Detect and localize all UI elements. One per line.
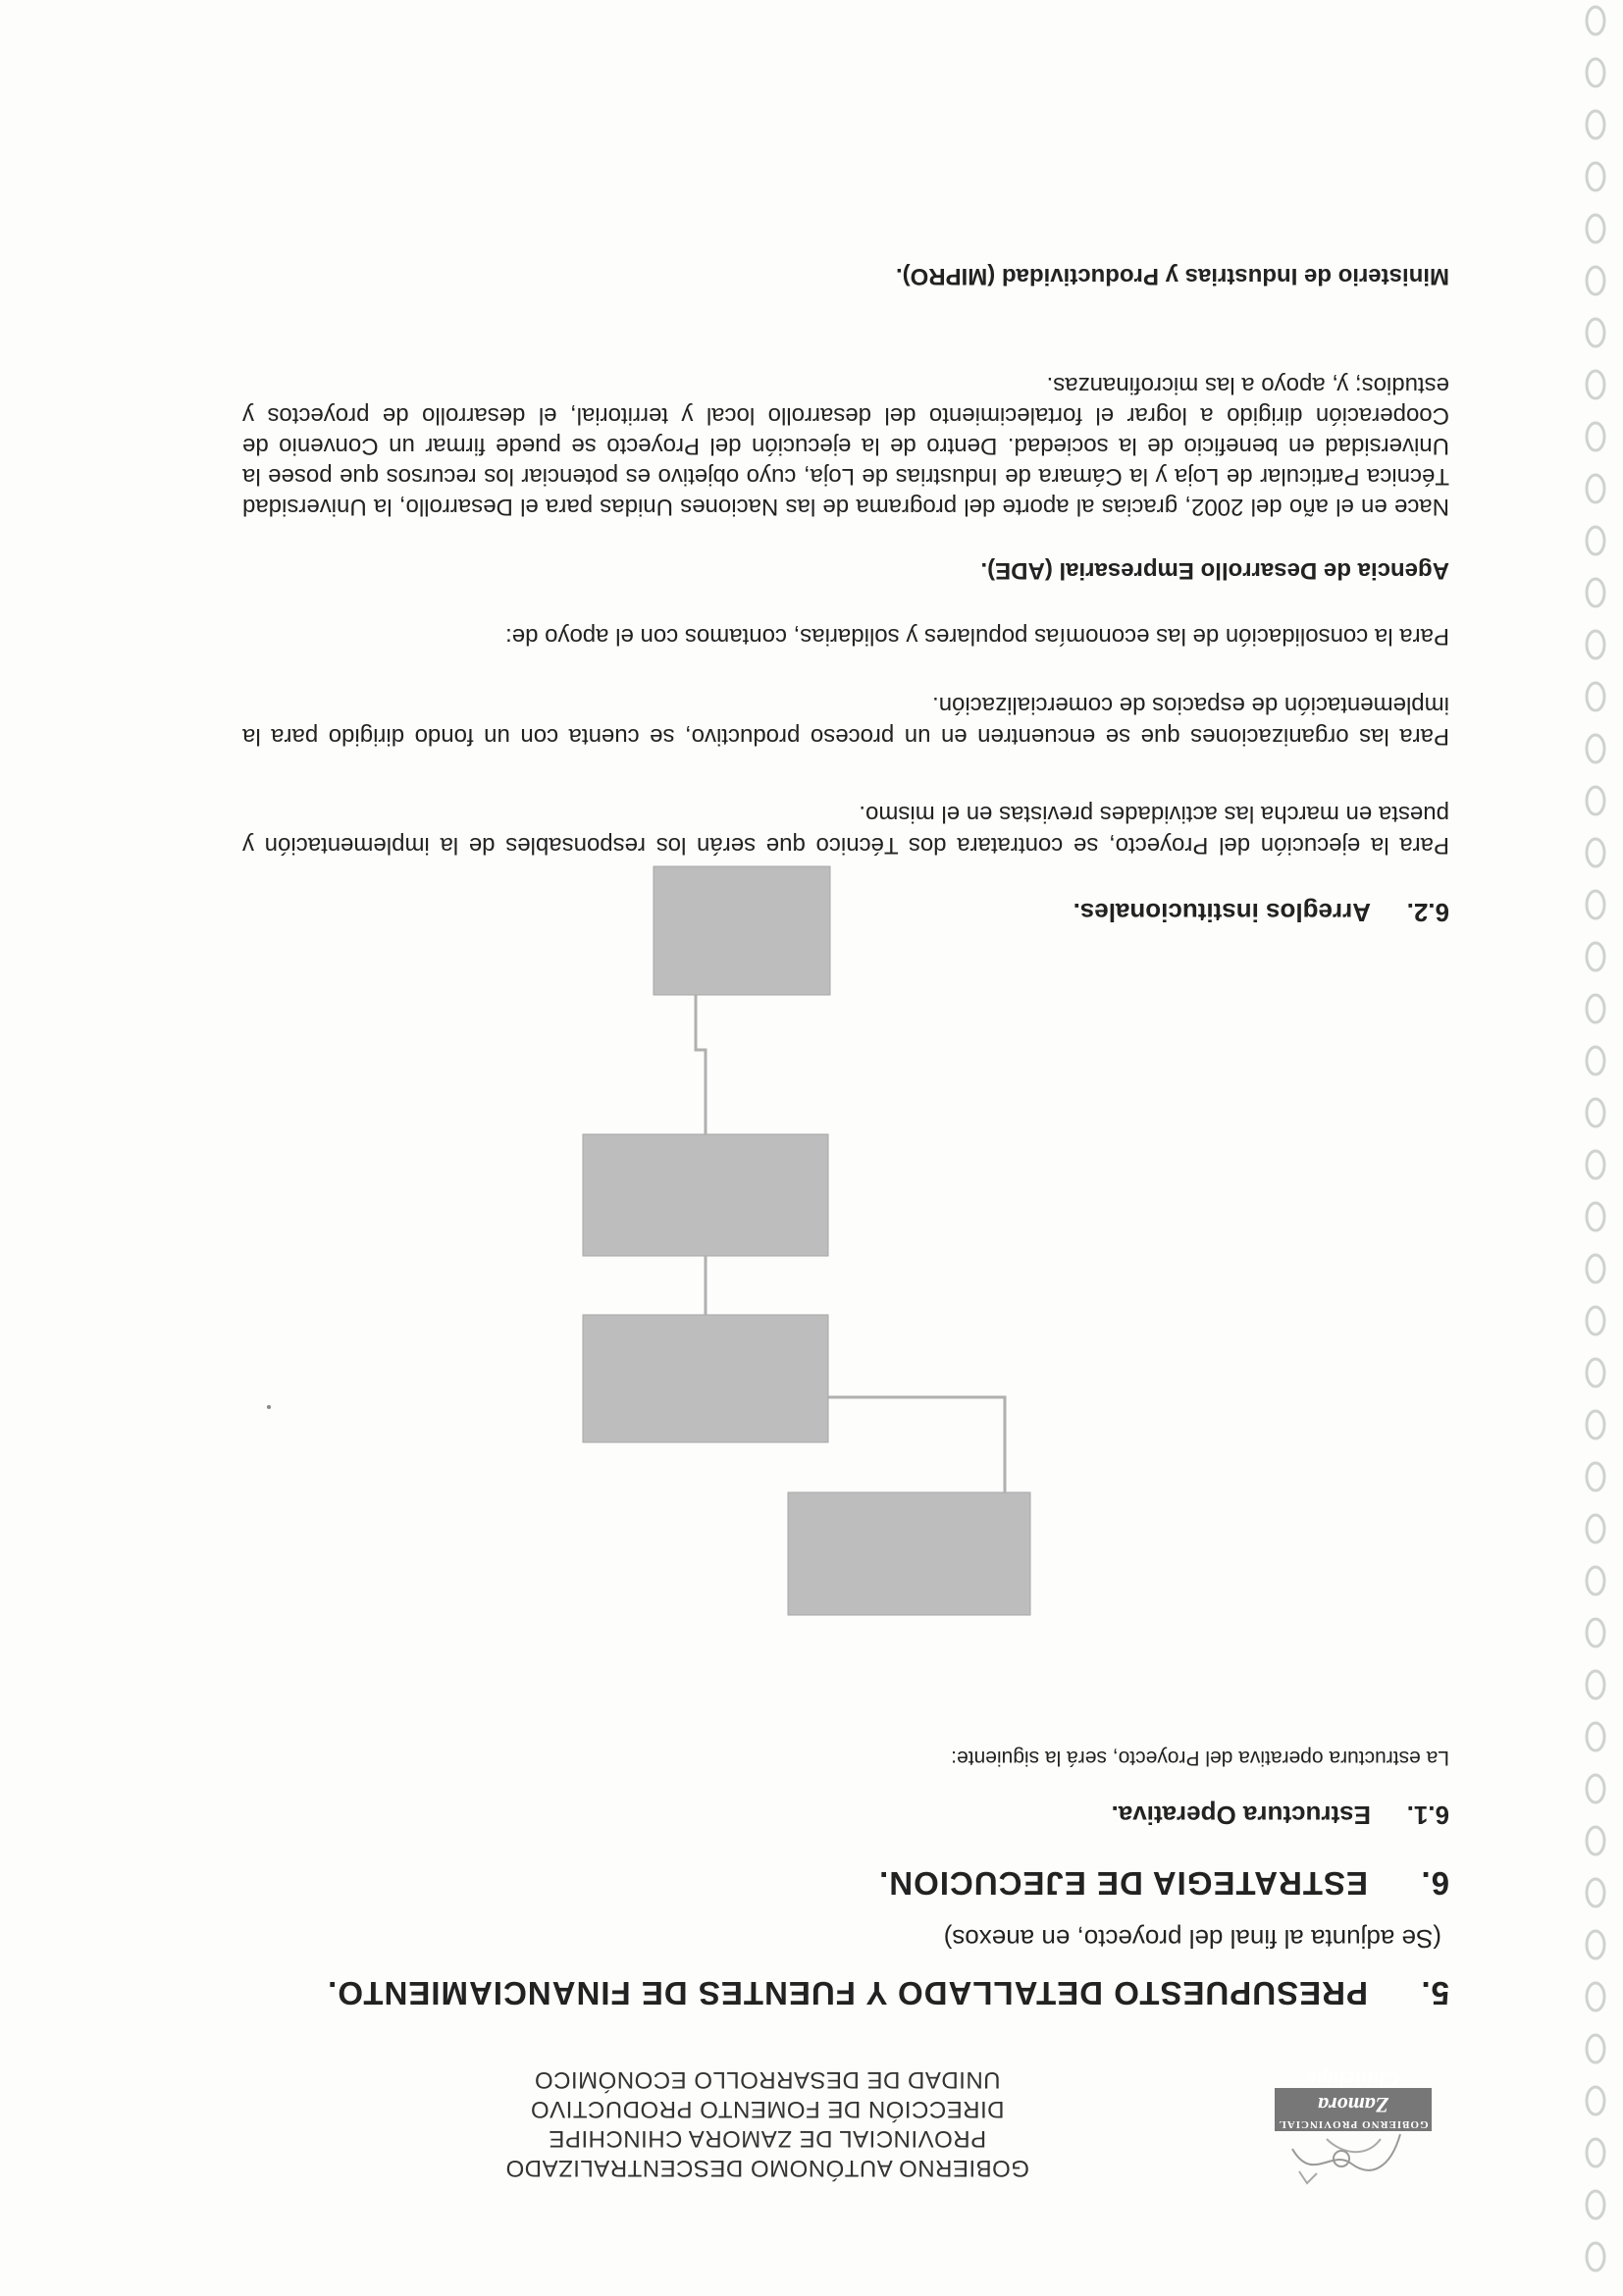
header-line-4: UNIDAD DE DESARROLLO ECONÓMICO: [534, 2066, 1001, 2093]
binding-holes: [1564, 0, 1623, 2296]
section-5-note: (Se adjunta al final del proyecto, en anexos): [943, 1924, 1441, 1954]
binding-hole: [1587, 1359, 1604, 1386]
section-6-2-paragraph-3: Para la consolidación de las economías populares y solidarias, contamos con el apoyo de:: [505, 623, 1449, 650]
binding-hole: [1587, 1463, 1604, 1490]
binding-hole: [1587, 1307, 1604, 1334]
binding-hole: [1587, 475, 1604, 502]
binding-hole: [1587, 891, 1604, 918]
binding-hole: [1587, 1567, 1604, 1594]
section-5-title: PRESUPUESTO DETALLADO Y FUENTES DE FINANCIAMIENTO.: [327, 1975, 1368, 2011]
binding-hole: [1587, 1047, 1604, 1074]
org-connector-1-2: [828, 1397, 1005, 1492]
binding-hole: [1587, 631, 1604, 658]
binding-hole: [1587, 2087, 1604, 2114]
binding-hole: [1587, 111, 1604, 138]
binding-hole: [1587, 527, 1604, 554]
org-box-4: [654, 866, 830, 995]
mipro-heading: Ministerio de Industrias y Productividad (MIPRO).: [895, 263, 1449, 289]
logo-name-text: Zamora Chinchipe: [1306, 2067, 1400, 2117]
binding-hole: [1587, 2243, 1604, 2270]
section-5-number: 5.: [1420, 1975, 1449, 2011]
binding-hole: [1587, 1879, 1604, 1906]
header-line-1: GOBIERNO AUTÓNOMO DESCENTRALIZADO: [505, 2155, 1029, 2181]
scan-speck: [267, 1405, 271, 1409]
binding-hole: [1587, 1671, 1604, 1698]
binding-hole: [1587, 943, 1604, 970]
binding-hole: [1587, 1983, 1604, 2010]
section-6-number: 6.: [1420, 1865, 1449, 1902]
binding-hole: [1587, 1411, 1604, 1438]
binding-hole: [1587, 1515, 1604, 1542]
binding-hole: [1587, 163, 1604, 190]
section-6-2-paragraph-1: Para la ejecución del Proyecto, se contratara dos Técnico que serán los responsables de la implementación y puesta en marcha las actividades previstas en el mismo.: [242, 801, 1449, 859]
binding-hole: [1587, 371, 1604, 398]
section-6-2-title: Arreglos institucionales.: [1073, 898, 1371, 927]
binding-hole: [1587, 683, 1604, 710]
binding-hole: [1587, 1099, 1604, 1126]
binding-hole: [1587, 995, 1604, 1022]
binding-hole: [1587, 267, 1604, 294]
binding-hole: [1587, 2139, 1604, 2166]
binding-hole: [1587, 839, 1604, 866]
org-connector-3-4: [696, 995, 706, 1134]
section-6-title: ESTRATEGIA DE EJECUCION.: [878, 1865, 1368, 1902]
section-6-2-number: 6.2.: [1406, 898, 1449, 927]
binding-hole: [1587, 2035, 1604, 2062]
org-box-3: [583, 1134, 828, 1256]
section-6-1-title: Estructura Operativa.: [1111, 1800, 1371, 1830]
logo-top-text: GOBIERNO PROVINCIAL: [1278, 2118, 1429, 2130]
section-6-1-intro: La estructura operativa del Proyecto, será la siguiente:: [951, 1747, 1449, 1769]
ade-heading: Agencia de Desarrollo Empresarial (ADE).: [980, 557, 1449, 584]
binding-hole: [1587, 1619, 1604, 1646]
section-6-2-paragraph-2: Para las organizaciones que se encuentren en un proceso productivo, se cuenta con un fondo dirigido para la implementación de espacios de comercialización.: [242, 692, 1449, 750]
binding-hole: [1587, 579, 1604, 606]
header-line-2: PROVINCIAL DE ZAMORA CHINCHIPE: [548, 2125, 987, 2152]
binding-hole: [1587, 1255, 1604, 1282]
section-6-2-paragraph-4: Nace en el año del 2002, gracias al aporte del programa de las Naciones Unidas para el Desarrollo, la Universidad Técnica Particular de Loja y la Cámara de Industrias de Loja, cuyo objetivo es potenciar los recursos que posee la Universidad en beneficio de la sociedad. Dentro de la ejecución del Proyecto se puede firmar un Convenio de Cooperación dirigido a lograr el fortalecimiento del desarrollo local y territorial, el desarrollo de proyectos y estudios; y, apoyo a las microfinanzas.: [242, 372, 1449, 520]
binding-hole: [1587, 7, 1604, 34]
binding-hole: [1587, 1203, 1604, 1230]
binding-hole: [1587, 1931, 1604, 1958]
binding-hole: [1587, 2191, 1604, 2218]
binding-hole: [1587, 1151, 1604, 1178]
binding-hole: [1587, 319, 1604, 346]
binding-hole: [1587, 215, 1604, 242]
binding-hole: [1587, 1775, 1604, 1802]
org-box-2: [583, 1315, 828, 1442]
header-line-3: DIRECCIÓN DE FOMENTO PRODUCTIVO: [530, 2096, 1005, 2122]
section-6-1-number: 6.1.: [1406, 1800, 1449, 1830]
binding-hole: [1587, 735, 1604, 762]
binding-hole: [1587, 1723, 1604, 1750]
binding-hole: [1587, 1827, 1604, 1854]
binding-hole: [1587, 423, 1604, 450]
binding-hole: [1587, 787, 1604, 814]
binding-hole: [1587, 59, 1604, 86]
org-box-1: [788, 1492, 1030, 1615]
